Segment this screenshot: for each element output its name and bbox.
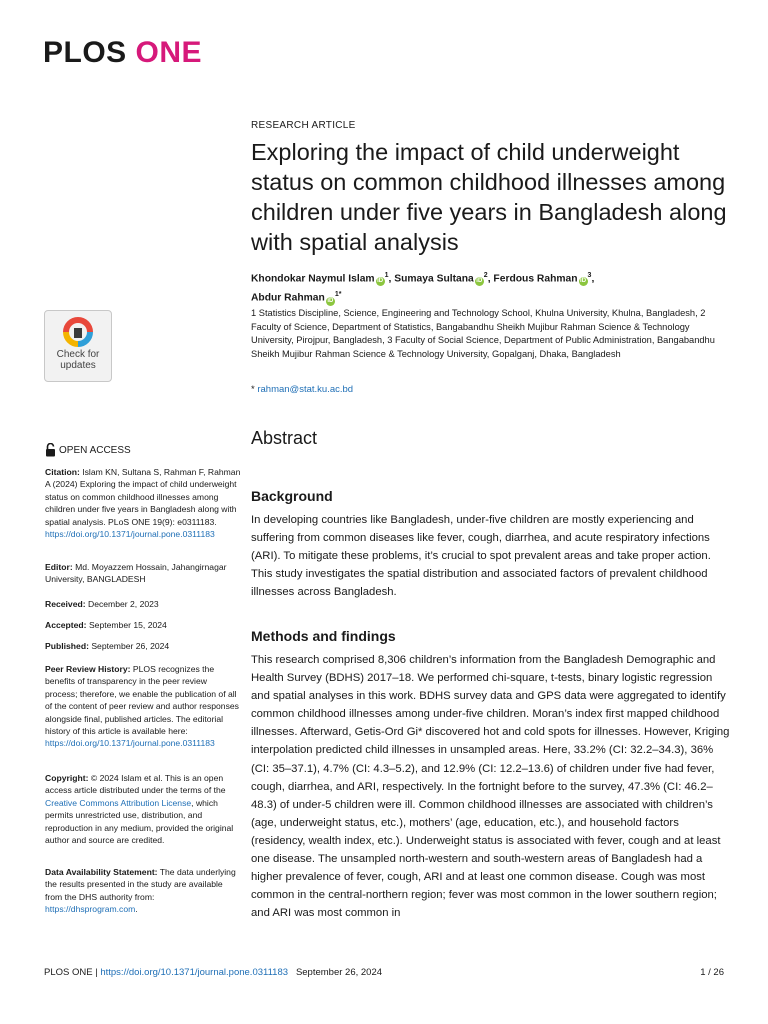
accepted <box>45 619 241 631</box>
received-label: Received: <box>45 599 86 609</box>
author-affiliation: 1 <box>384 272 389 279</box>
email-link[interactable]: rahman@stat.ku.ac.bd <box>257 384 354 395</box>
peer-review-label: Peer Review History: <box>45 664 131 674</box>
open-access-label: OPEN ACCESS <box>59 444 131 456</box>
background-heading: Background <box>251 488 333 504</box>
journal-logo <box>43 36 202 70</box>
data-availability <box>45 866 241 916</box>
author-separator: , <box>487 273 494 285</box>
citation-doi-link[interactable]: https://doi.org/10.1371/journal.pone.0311183 <box>45 529 215 540</box>
author-separator: , <box>591 273 595 285</box>
data-availability-text: The data underlying the results presented in the study are available from the DHS authority from: <box>45 867 236 902</box>
dhs-link[interactable]: https://dhsprogram.com <box>45 904 136 915</box>
methods-paragraph: This research comprised 8,306 children’s information from the Bangladesh Demographic and Health Survey (BDHS) 2017–18. We performed chi-square, t-tests, binary logistic regression and spatial analyses in this work. BDHS survey data and GPS data were aggregated to identify common childhood illnesses among under-five children. Moran’s index first mapped childhood illnesses. Afterward, Getis-Ord Gi* discovered hot and cold spots for illnesses. However, Kriging interpolation predicted child illnesses in unsampled areas. Here, 33.2% (CI: 32.2–34.3), 36% (CI: 35–37.1), 4.7% (CI: 4.3–5.2), and 12.9% (CI: 12.2–13.6) of children under five had fever, cough, diarrhea, and ARI, respectively. In the fortnight before to the survey, 47.3% (CI: 46.2–48.3) of under-5 children were ill. Common childhood illnesses are associated with children’s (age, underweight status, etc.), mothers’ (age, education, etc.), and household factors (residency, wealth index, etc.). Underweight status is associated with fever, cough and at least one disease. The unsampled north-western and south-western areas of Bangladesh had a higher prevalence of fever, cough, ARI and at least one common disease. Cough was most common in the central-northern region; fever was most common in the lower southern region; and ARI was most common in <box>251 654 730 920</box>
copyright <box>45 772 241 846</box>
received-date: December 2, 2023 <box>88 599 159 609</box>
page-footer <box>44 967 382 978</box>
orcid-icon[interactable]: iD <box>377 278 384 285</box>
citation-text: Islam KN, Sultana S, Rahman F, Rahman A (2024) Exploring the impact of child underweight status on common childhood illnesses among children under five years in Bangladesh along with spatial analysis. PLoS ONE 19(9): e0311183. <box>45 467 241 527</box>
footer-separator: | <box>92 967 101 978</box>
received <box>45 598 241 610</box>
affiliations: 1 Statistics Discipline, Science, Engineering and Technology School, Khulna University, Khulna, Bangladesh, 2 Faculty of Science, Department of Statistics, Bangabandhu Sheikh Mujibur Rahman Science & Technology University, Pirojpur, Bangladesh, 3 Faculty of Social Science, Department of Public Administration, Bangabandhu Sheikh Mujibur Rahman Science & Technology University, Gopalganj, Dhaka, Bangladesh <box>251 308 715 359</box>
footer-date: September 26, 2024 <box>295 967 383 978</box>
badge-line-1: Check for <box>56 349 100 360</box>
author-affiliation: 2 <box>483 272 488 279</box>
author-list <box>251 268 731 307</box>
published-date: September 26, 2024 <box>91 641 170 651</box>
published-label: Published: <box>45 641 89 651</box>
peer-review-text: PLOS recognizes the benefits of transparency in the peer review process; therefore, we enable the publication of all of the content of peer review and author responses alongside final, published articles. The editorial history of this article is available here: <box>45 664 239 737</box>
peer-review-history <box>45 663 241 750</box>
orcid-icon[interactable]: iD <box>476 278 483 285</box>
citation <box>45 466 241 540</box>
open-lock-icon <box>45 443 56 457</box>
editor <box>45 561 241 586</box>
data-availability-label: Data Availability Statement: <box>45 867 158 877</box>
background-paragraph: In developing countries like Bangladesh, under-five children are mostly experiencing and suffering from common diseases like fever, cough, diarrhea, and acute respiratory infections (ARI). To mitigate these problems, it’s crucial to spot prevalent areas and take proper action. This study investigates the spatial distribution and associated factors of prevalent childhood illnesses across Bangladesh. <box>251 514 711 599</box>
data-availability-end: . <box>135 904 138 915</box>
copyright-text-2: , which permits unrestricted use, distribution, and reproduction in any medium, provided the original author and source are credited. <box>45 797 234 846</box>
abstract-heading: Abstract <box>251 428 318 448</box>
logo-one: ONE <box>135 36 203 69</box>
copyright-text-1: © 2024 Islam et al. This is an open access article distributed under the terms of the <box>45 773 226 796</box>
accepted-date: September 15, 2024 <box>88 620 167 630</box>
page-number: 1 / 26 <box>700 967 724 978</box>
open-access <box>45 443 131 457</box>
footer-doi-link[interactable]: https://doi.org/10.1371/journal.pone.0311183 <box>100 967 289 978</box>
footer-journal: PLOS ONE <box>44 967 93 978</box>
peer-review-link[interactable]: https://doi.org/10.1371/journal.pone.0311183 <box>45 738 215 749</box>
corresponding-email <box>251 384 731 395</box>
article-type: RESEARCH ARTICLE <box>251 120 356 131</box>
author-separator: , <box>388 273 395 285</box>
badge-line-2: updates <box>60 360 96 371</box>
author-affiliation: 1* <box>334 291 342 299</box>
crossmark-icon <box>61 315 95 349</box>
author-affiliation: 3 <box>587 272 592 279</box>
author-name[interactable]: Abdur Rahman <box>251 292 325 304</box>
citation-label: Citation: <box>45 467 80 477</box>
copyright-label: Copyright: <box>45 773 89 783</box>
author-name[interactable]: Khondokar Naymul Islam <box>251 273 375 285</box>
editor-label: Editor: <box>45 562 73 572</box>
logo-plos: PLOS <box>43 36 127 69</box>
methods-heading: Methods and findings <box>251 628 396 644</box>
check-for-updates-badge[interactable] <box>44 310 112 382</box>
license-link[interactable]: Creative Commons Attribution License <box>45 797 192 808</box>
author-name[interactable]: Sumaya Sultana <box>394 273 474 285</box>
author-name[interactable]: Ferdous Rahman <box>493 273 578 285</box>
published <box>45 640 241 652</box>
article-title: Exploring the impact of child underweight status on common childhood illnesses among children under five years in Bangladesh along with spatial analysis <box>251 139 727 255</box>
editor-text: Md. Moyazzem Hossain, Jahangirnagar University, BANGLADESH <box>45 562 227 585</box>
email-star: * <box>251 384 258 395</box>
accepted-label: Accepted: <box>45 620 87 630</box>
orcid-icon[interactable]: iD <box>327 297 334 304</box>
orcid-icon[interactable]: iD <box>580 278 587 285</box>
